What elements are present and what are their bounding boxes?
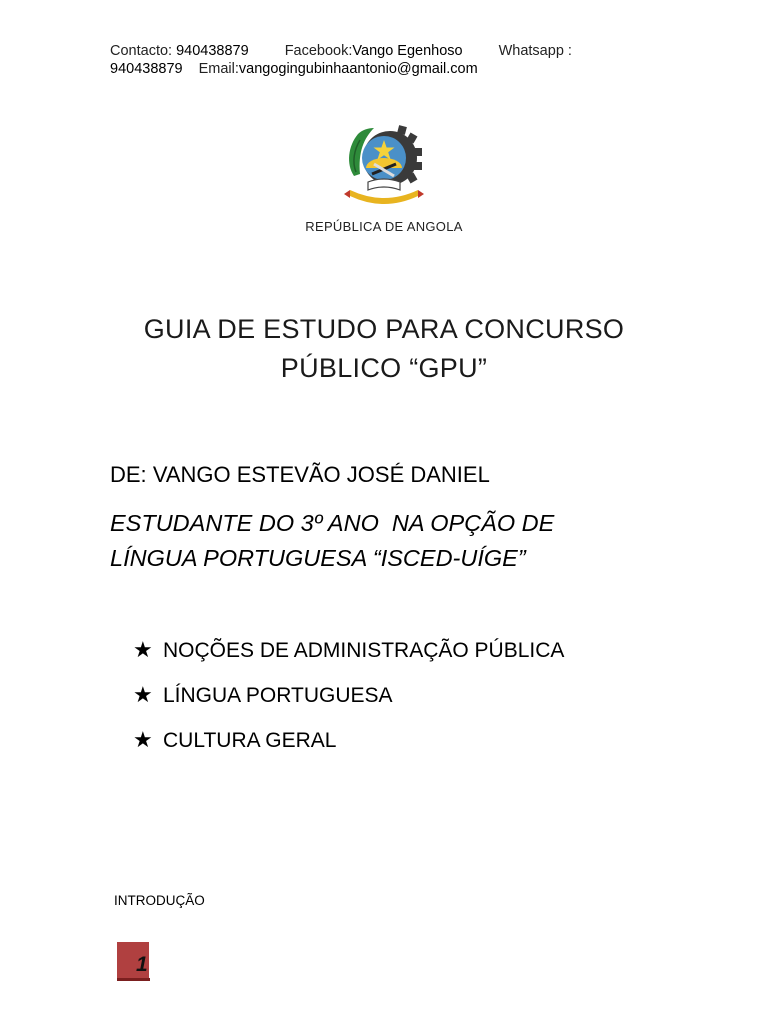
page-number-underline bbox=[117, 978, 150, 981]
document-title bbox=[0, 310, 768, 388]
topic-label: NOÇÕES DE ADMINISTRAÇÃO PÚBLICA bbox=[163, 639, 565, 662]
topics-list bbox=[133, 632, 564, 767]
topic-item bbox=[133, 677, 564, 722]
contact-row-2 bbox=[110, 60, 670, 78]
contact-number: 940438879 bbox=[176, 43, 249, 59]
contact-row-1 bbox=[110, 42, 670, 60]
facebook-label: Facebook: bbox=[284, 43, 353, 59]
student-line-2: LÍNGUA PORTUGUESA “ISCED-UÍGE” bbox=[110, 545, 526, 571]
email-label: Email: bbox=[198, 61, 239, 77]
star-icon: ★ bbox=[133, 637, 153, 662]
title-line-2: PÚBLICO “GPU” bbox=[280, 353, 488, 383]
section-heading: INTRODUÇÃO bbox=[114, 893, 205, 908]
angola-coat-of-arms-icon bbox=[344, 124, 424, 206]
topic-label: LÍNGUA PORTUGUESA bbox=[163, 684, 393, 707]
topic-label: CULTURA GERAL bbox=[163, 729, 337, 752]
topic-item bbox=[133, 722, 564, 767]
star-icon: ★ bbox=[133, 682, 153, 707]
title-line-1: GUIA DE ESTUDO PARA CONCURSO bbox=[143, 314, 625, 344]
student-line-1: ESTUDANTE DO 3º ANO NA OPÇÃO DE bbox=[110, 510, 555, 536]
author-prefix: DE: bbox=[110, 462, 147, 487]
facebook-name: Vango Egenhoso bbox=[352, 43, 463, 59]
author-line bbox=[110, 462, 490, 488]
contact-label: Contacto: bbox=[110, 43, 173, 59]
star-icon: ★ bbox=[133, 727, 153, 752]
whatsapp-number: 940438879 bbox=[110, 61, 183, 77]
topic-item bbox=[133, 632, 564, 677]
country-name: REPÚBLICA DE ANGOLA bbox=[305, 219, 463, 234]
whatsapp-label: Whatsapp : bbox=[498, 43, 572, 59]
page-number: 1 bbox=[136, 953, 148, 976]
email-address: vangogingubinhaantonio@gmail.com bbox=[238, 61, 478, 77]
author-name: VANGO ESTEVÃO JOSÉ DANIEL bbox=[152, 462, 490, 487]
contact-header bbox=[110, 42, 670, 78]
student-info bbox=[110, 506, 670, 576]
